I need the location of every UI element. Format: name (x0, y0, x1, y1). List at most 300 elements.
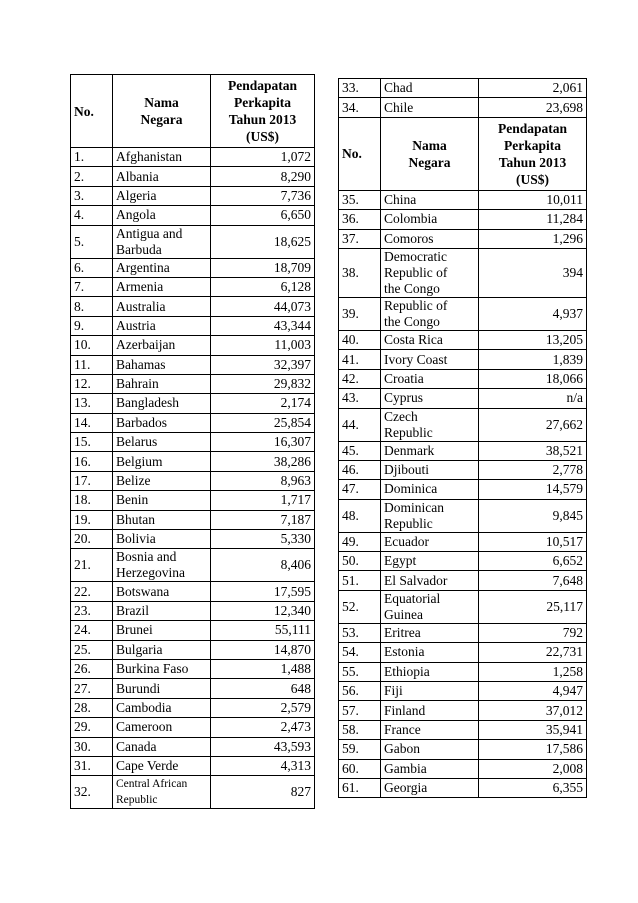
row-number: 1. (71, 148, 113, 167)
table-row (71, 679, 315, 698)
country-name (113, 601, 211, 620)
country-name (113, 277, 211, 296)
table-row (71, 186, 315, 205)
table-row (339, 79, 587, 98)
row-number: 45. (339, 441, 381, 460)
country-name (113, 167, 211, 186)
country-name (113, 336, 211, 355)
table-row (339, 248, 587, 297)
country-name-text: Chile (384, 99, 414, 115)
table-row (339, 532, 587, 551)
income-table-right (338, 78, 587, 798)
country-name-text: Costa Rica (384, 332, 443, 348)
country-name-text: Algeria (116, 187, 157, 203)
income-value: 35,941 (479, 720, 587, 739)
income-value: 25,117 (479, 590, 587, 623)
country-name (381, 720, 479, 739)
country-name (381, 552, 479, 571)
income-value: 37,012 (479, 701, 587, 720)
income-value: 8,290 (211, 167, 315, 186)
country-name-text: Bahrain (116, 376, 159, 392)
row-number: 17. (71, 471, 113, 490)
income-value: 2,473 (211, 718, 315, 737)
table-row (71, 549, 315, 582)
country-name (113, 491, 211, 510)
country-name (113, 394, 211, 413)
country-name-text: Cape Verde (116, 758, 179, 774)
country-name-text: Dominica (384, 481, 438, 497)
table-row (71, 277, 315, 296)
country-name (113, 433, 211, 452)
table-row (339, 210, 587, 229)
table-row (71, 297, 315, 316)
row-number: 43. (339, 389, 381, 408)
country-name-text: Cameroon (116, 719, 173, 735)
row-number: 56. (339, 682, 381, 701)
table-row (71, 530, 315, 549)
table-row (339, 623, 587, 642)
country-name-text: Ethiopia (384, 663, 430, 679)
country-name-text: Central African Republic (116, 778, 188, 807)
country-name (381, 662, 479, 681)
country-name (113, 374, 211, 393)
country-name-text: Argentina (116, 259, 170, 275)
country-name-text: Angola (116, 207, 156, 223)
header-income: Pendapatan Perkapita Tahun 2013 (US$) (479, 117, 587, 190)
country-name-text: Finland (384, 702, 426, 718)
row-number: 54. (339, 643, 381, 662)
country-name (381, 701, 479, 720)
income-value: 18,709 (211, 258, 315, 277)
table-row (339, 720, 587, 739)
country-name-text: Denmark (384, 442, 435, 458)
country-name-text: Cyprus (384, 390, 424, 406)
header-country-name: Nama Negara (381, 117, 479, 190)
country-name-text: Austria (116, 317, 156, 333)
income-value: 12,340 (211, 601, 315, 620)
income-value: 7,648 (479, 571, 587, 590)
income-value: 22,731 (479, 643, 587, 662)
table-row (71, 582, 315, 601)
table-row (71, 394, 315, 413)
table-row (339, 460, 587, 479)
country-name-text: Brunei (116, 622, 153, 638)
country-name-text: Bosnia and Herzegovina (116, 549, 185, 581)
row-number: 21. (71, 549, 113, 582)
row-number: 23. (71, 601, 113, 620)
country-name (381, 350, 479, 369)
income-value: 16,307 (211, 433, 315, 452)
country-name (381, 408, 479, 441)
country-name-text: Republic of the Congo (384, 297, 448, 329)
income-value: 43,593 (211, 737, 315, 756)
country-name-text: Bhutan (116, 511, 155, 527)
country-name (113, 621, 211, 640)
income-value: 17,586 (479, 740, 587, 759)
table-row (339, 190, 587, 209)
country-name-text: Burundi (116, 680, 161, 696)
country-name (381, 441, 479, 460)
country-name-text: Ivory Coast (384, 351, 448, 367)
country-name-text: Georgia (384, 780, 428, 796)
country-name-text: Antigua and Barbuda (116, 225, 183, 257)
country-name-text: Benin (116, 492, 149, 508)
row-number: 36. (339, 210, 381, 229)
table-row (71, 640, 315, 659)
country-name (381, 740, 479, 759)
country-name-text: Dominican Republic (384, 499, 444, 531)
row-number: 24. (71, 621, 113, 640)
table-row (339, 369, 587, 388)
table-row (339, 590, 587, 623)
table-row (71, 737, 315, 756)
country-name-text: Ecuador (384, 533, 429, 549)
row-number: 20. (71, 530, 113, 549)
country-name-text: Belarus (116, 434, 158, 450)
country-name (113, 776, 211, 809)
income-value: 17,595 (211, 582, 315, 601)
table-row (71, 698, 315, 717)
country-name (381, 643, 479, 662)
income-value: 4,947 (479, 682, 587, 701)
table-row (71, 374, 315, 393)
table-row (71, 225, 315, 258)
income-value: 6,652 (479, 552, 587, 571)
income-value: 18,625 (211, 225, 315, 258)
table-row (339, 682, 587, 701)
row-number: 3. (71, 186, 113, 205)
income-value: 38,521 (479, 441, 587, 460)
country-name (381, 210, 479, 229)
table-row (71, 258, 315, 277)
income-value: 1,717 (211, 491, 315, 510)
country-name (381, 389, 479, 408)
row-number: 51. (339, 571, 381, 590)
income-value: 5,330 (211, 530, 315, 549)
country-name-text: El Salvador (384, 572, 448, 588)
table-row (339, 350, 587, 369)
row-number: 22. (71, 582, 113, 601)
table-row (339, 330, 587, 349)
country-name (113, 582, 211, 601)
income-value: 43,344 (211, 316, 315, 335)
row-number: 7. (71, 277, 113, 296)
country-name (113, 756, 211, 775)
country-name (113, 640, 211, 659)
country-name (113, 510, 211, 529)
row-number: 2. (71, 167, 113, 186)
country-name (381, 682, 479, 701)
income-value: 8,406 (211, 549, 315, 582)
row-number: 40. (339, 330, 381, 349)
row-number: 44. (339, 408, 381, 441)
table-row (339, 499, 587, 532)
row-number: 53. (339, 623, 381, 642)
right-table-body (339, 190, 587, 798)
country-name (381, 571, 479, 590)
table-row (71, 756, 315, 775)
country-name-text: Democratic Republic of the Congo (384, 248, 448, 296)
country-name-text: China (384, 191, 417, 207)
row-number: 33. (339, 79, 381, 98)
income-value: 394 (479, 248, 587, 297)
row-number: 35. (339, 190, 381, 209)
income-value: 2,778 (479, 460, 587, 479)
table-row (71, 601, 315, 620)
header-row (71, 75, 315, 148)
table-row (71, 167, 315, 186)
income-value: 23,698 (479, 98, 587, 117)
country-name (381, 623, 479, 642)
income-value: 25,854 (211, 413, 315, 432)
country-name (113, 549, 211, 582)
income-value: 14,870 (211, 640, 315, 659)
income-value: 2,008 (479, 759, 587, 778)
table-row (71, 316, 315, 335)
table-row (339, 441, 587, 460)
income-value: 29,832 (211, 374, 315, 393)
country-name-text: Croatia (384, 370, 424, 386)
row-number: 32. (71, 776, 113, 809)
country-name (113, 659, 211, 678)
country-name (113, 206, 211, 225)
country-name-text: Albania (116, 168, 159, 184)
country-name-text: Botswana (116, 583, 170, 599)
table-row (339, 759, 587, 778)
row-number: 61. (339, 778, 381, 797)
row-number: 19. (71, 510, 113, 529)
country-name-text: Gabon (384, 741, 420, 757)
row-number: 29. (71, 718, 113, 737)
country-name-text: Djibouti (384, 462, 430, 478)
table-row (71, 491, 315, 510)
row-number: 26. (71, 659, 113, 678)
country-name-text: France (384, 722, 421, 737)
country-name-text: Estonia (384, 644, 425, 660)
row-number: 8. (71, 297, 113, 316)
row-number: 34. (339, 98, 381, 117)
country-name-text: Australia (116, 298, 166, 314)
country-name-text: Gambia (384, 760, 427, 776)
table-row (339, 229, 587, 248)
table-row (339, 571, 587, 590)
row-number: 41. (339, 350, 381, 369)
right-header-body (339, 117, 587, 190)
country-name-text: Fiji (384, 683, 403, 699)
country-name (113, 471, 211, 490)
row-number: 39. (339, 297, 381, 330)
row-number: 57. (339, 701, 381, 720)
income-value: 7,736 (211, 186, 315, 205)
country-name-text: Belize (116, 473, 151, 489)
country-name (113, 698, 211, 717)
country-name (113, 413, 211, 432)
table-row (71, 776, 315, 809)
row-number: 6. (71, 258, 113, 277)
income-value: 7,187 (211, 510, 315, 529)
country-name-text: Czech Republic (384, 408, 433, 440)
income-value: 648 (211, 679, 315, 698)
country-name (381, 330, 479, 349)
table-row (339, 662, 587, 681)
row-number: 30. (71, 737, 113, 756)
country-name (113, 452, 211, 471)
income-value: 38,286 (211, 452, 315, 471)
row-number: 31. (71, 756, 113, 775)
row-number: 59. (339, 740, 381, 759)
row-number: 37. (339, 229, 381, 248)
country-name-text: Egypt (384, 553, 417, 569)
income-value: 1,296 (479, 229, 587, 248)
income-value: 11,284 (479, 210, 587, 229)
income-value: 2,061 (479, 79, 587, 98)
row-number: 52. (339, 590, 381, 623)
country-name-text: Bangladesh (116, 395, 179, 411)
income-value: 10,011 (479, 190, 587, 209)
country-name (381, 460, 479, 479)
country-name-text: Bahamas (116, 356, 166, 372)
country-name (381, 759, 479, 778)
country-name-text: Chad (384, 80, 413, 96)
income-value: 18,066 (479, 369, 587, 388)
header-country-name: Nama Negara (113, 75, 211, 148)
row-number: 47. (339, 480, 381, 499)
country-name (113, 737, 211, 756)
row-number: 28. (71, 698, 113, 717)
left-table-body (71, 148, 315, 809)
header-row (339, 117, 587, 190)
row-number: 11. (71, 355, 113, 374)
income-value: 13,205 (479, 330, 587, 349)
table-row (339, 480, 587, 499)
income-value: 792 (479, 623, 587, 642)
table-row (339, 643, 587, 662)
table-row (71, 355, 315, 374)
income-value: 9,845 (479, 499, 587, 532)
row-number: 49. (339, 532, 381, 551)
row-number: 25. (71, 640, 113, 659)
income-value: 4,937 (479, 297, 587, 330)
country-name-text: Afghanistan (116, 149, 182, 165)
right-table-body-top (339, 79, 587, 118)
header-income: Pendapatan Perkapita Tahun 2013 (US$) (211, 75, 315, 148)
row-number: 12. (71, 374, 113, 393)
table-row (71, 148, 315, 167)
row-number: 9. (71, 316, 113, 335)
income-value: 10,517 (479, 532, 587, 551)
income-value: 6,128 (211, 277, 315, 296)
country-name (381, 532, 479, 551)
country-name (113, 297, 211, 316)
row-number: 60. (339, 759, 381, 778)
income-value: 55,111 (211, 621, 315, 640)
country-name (113, 186, 211, 205)
country-name-text: Cambodia (116, 699, 172, 715)
country-name-text: Equatorial Guinea (384, 590, 441, 622)
income-value: 1,258 (479, 662, 587, 681)
table-row (339, 740, 587, 759)
income-value: n/a (479, 389, 587, 408)
header-no: No. (339, 117, 381, 190)
table-row (339, 389, 587, 408)
table-row (71, 206, 315, 225)
country-name (113, 355, 211, 374)
country-name-text: Armenia (116, 279, 164, 295)
income-value: 27,662 (479, 408, 587, 441)
row-number: 15. (71, 433, 113, 452)
income-table-left (70, 74, 315, 809)
country-name (113, 679, 211, 698)
country-name (113, 148, 211, 167)
income-value: 8,963 (211, 471, 315, 490)
income-value: 6,650 (211, 206, 315, 225)
row-number: 46. (339, 460, 381, 479)
row-number: 14. (71, 413, 113, 432)
income-value: 2,174 (211, 394, 315, 413)
table-row (71, 336, 315, 355)
income-value: 2,579 (211, 698, 315, 717)
income-value: 6,355 (479, 778, 587, 797)
country-name-text: Belgium (116, 453, 163, 469)
income-value: 4,313 (211, 756, 315, 775)
table-row (339, 408, 587, 441)
table-row (339, 701, 587, 720)
table-row (71, 718, 315, 737)
country-name-text: Bulgaria (116, 641, 163, 657)
country-name (381, 590, 479, 623)
row-number: 16. (71, 452, 113, 471)
country-name-text: Burkina Faso (116, 661, 189, 677)
country-name-text: Eritrea (384, 625, 421, 641)
header-no: No. (71, 75, 113, 148)
table-row (71, 621, 315, 640)
country-name-text: Azerbaijan (116, 337, 176, 353)
country-name (381, 480, 479, 499)
row-number: 10. (71, 336, 113, 355)
country-name (381, 229, 479, 248)
row-number: 58. (339, 720, 381, 739)
country-name (381, 297, 479, 330)
row-number: 55. (339, 662, 381, 681)
table-row (339, 297, 587, 330)
country-name (381, 98, 479, 117)
country-name (113, 718, 211, 737)
row-number: 18. (71, 491, 113, 510)
table-row (71, 471, 315, 490)
country-name (381, 79, 479, 98)
country-name-text: Colombia (384, 211, 438, 227)
income-value: 11,003 (211, 336, 315, 355)
country-name (113, 316, 211, 335)
row-number: 50. (339, 552, 381, 571)
country-name (381, 499, 479, 532)
country-name (113, 530, 211, 549)
row-number: 27. (71, 679, 113, 698)
country-name-text: Comoros (384, 230, 434, 246)
row-number: 42. (339, 369, 381, 388)
row-number: 13. (71, 394, 113, 413)
country-name-text: Canada (116, 738, 157, 754)
country-name (381, 190, 479, 209)
income-value: 32,397 (211, 355, 315, 374)
row-number: 5. (71, 225, 113, 258)
income-value: 1,072 (211, 148, 315, 167)
country-name (113, 258, 211, 277)
table-row (71, 452, 315, 471)
income-value: 44,073 (211, 297, 315, 316)
table-row (339, 98, 587, 117)
country-name (381, 778, 479, 797)
